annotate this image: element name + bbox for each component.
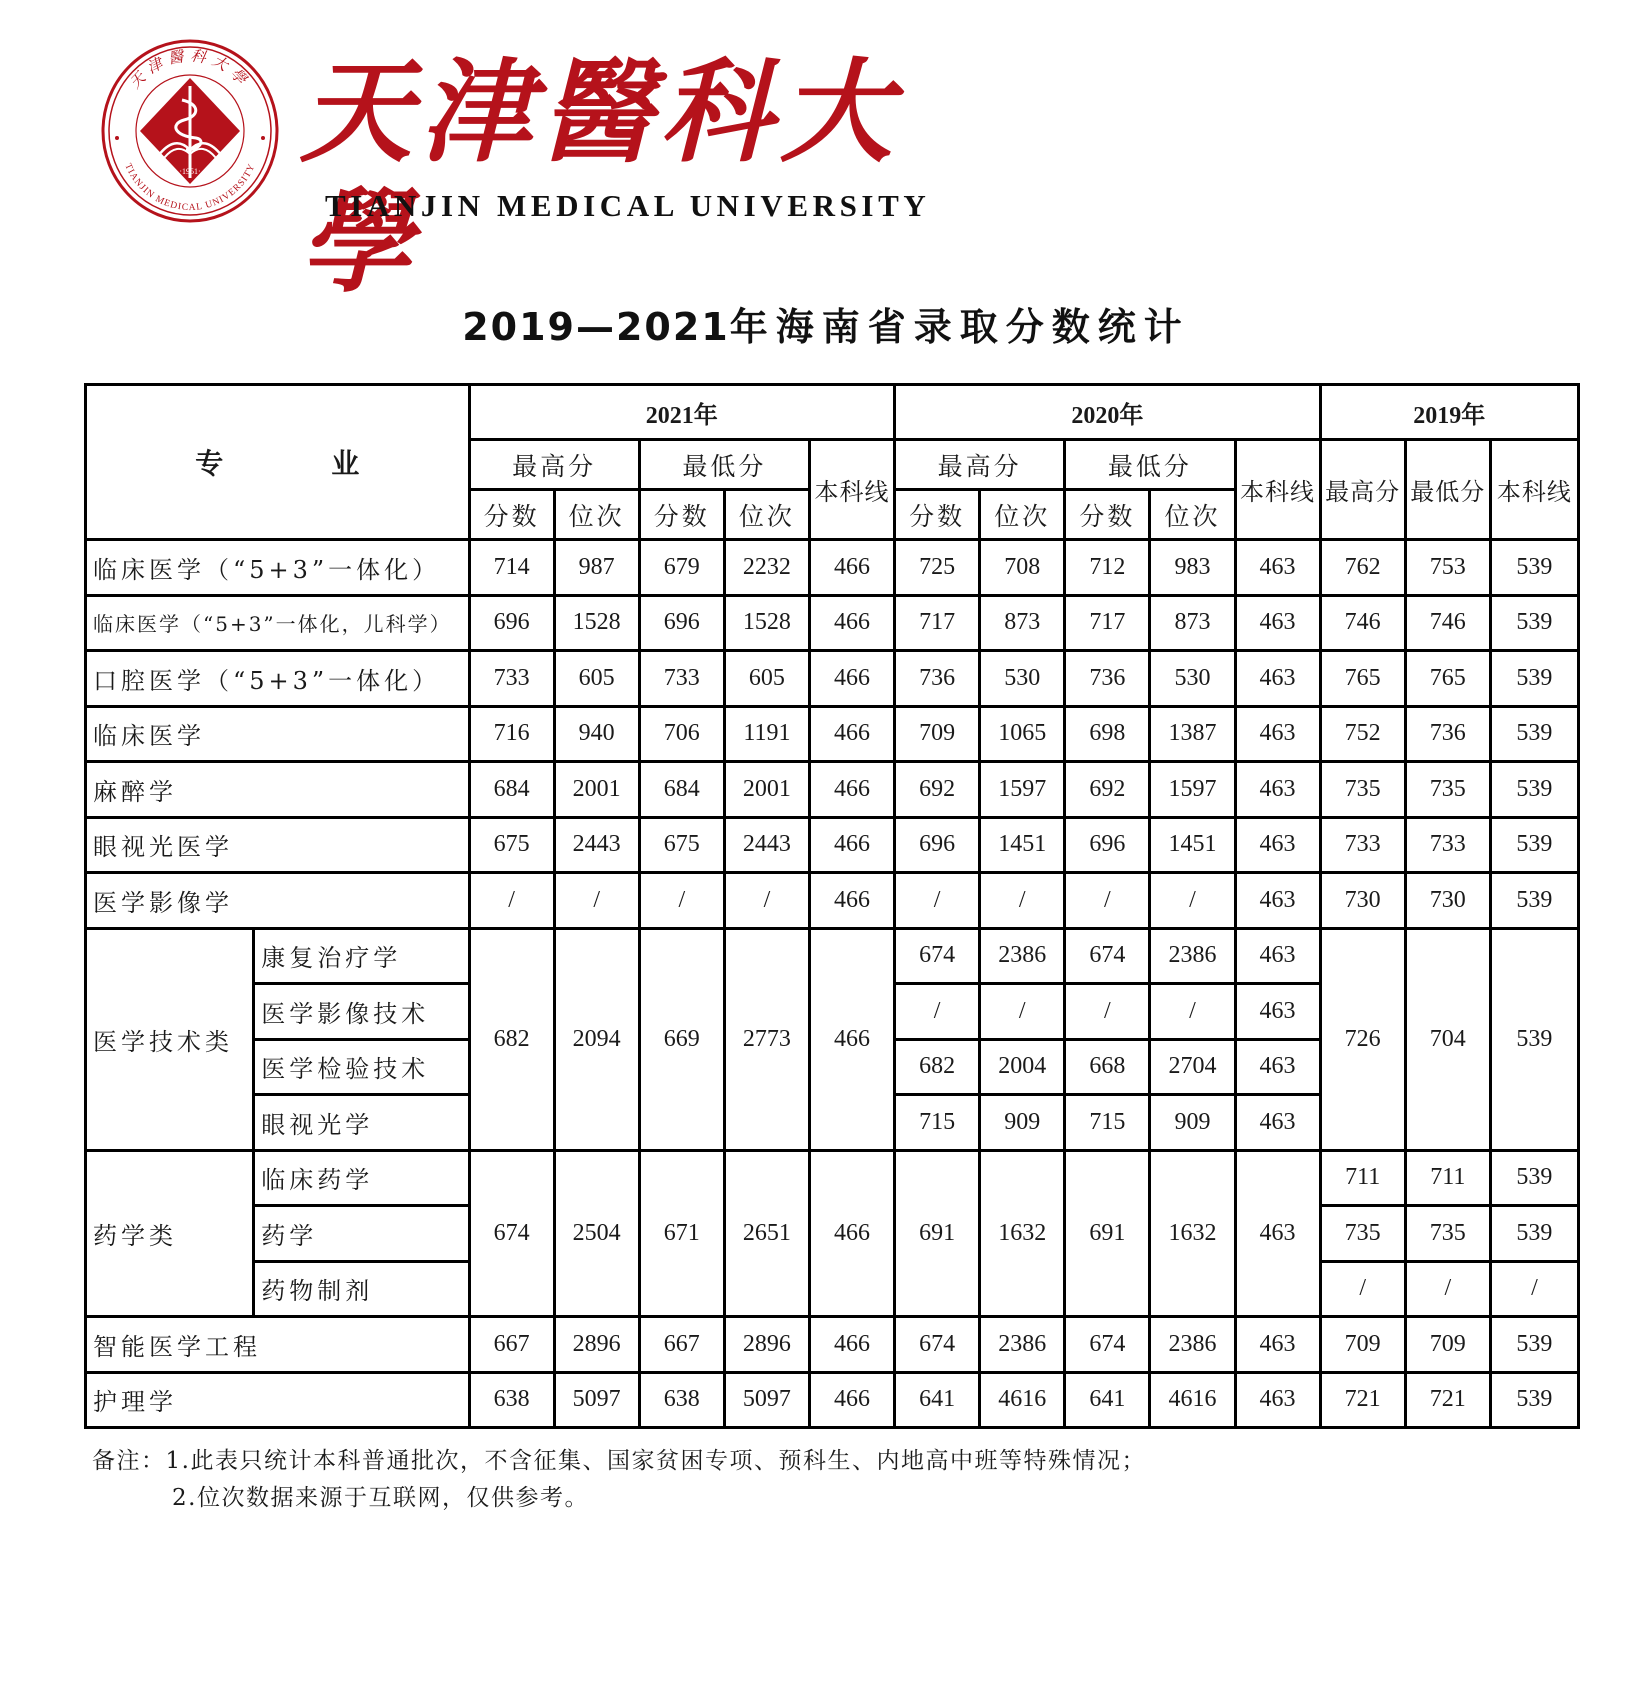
cell-2020-min-rank: 1451 [1150, 817, 1235, 873]
cell-2021-min-score: 638 [639, 1372, 724, 1428]
cell-2021-max-score: 716 [469, 706, 554, 762]
header-2019-baseline: 本科线 [1490, 440, 1578, 540]
title-years: 2019—2021 [462, 305, 730, 349]
cell-2021-min-rank: 605 [724, 651, 809, 707]
major-name: 临床医学（“5+3”一体化，儿科学） [86, 595, 470, 651]
major-name: 口腔医学（“5+3”一体化） [86, 651, 470, 707]
cell-2020-max-rank: 1632 [980, 1150, 1065, 1317]
cell-2019-min: / [1405, 1261, 1490, 1317]
cell-2020-baseline: 463 [1235, 928, 1320, 984]
cell-2019-max: 726 [1320, 928, 1405, 1150]
page-title [0, 296, 1652, 351]
cell-2021-baseline: 466 [809, 651, 894, 707]
sub-major-name: 药学 [254, 1206, 469, 1262]
cell-2019-min: 735 [1405, 1206, 1490, 1262]
header-2021-baseline: 本科线 [809, 440, 894, 540]
cell-2021-max-score: 675 [469, 817, 554, 873]
cell-2019-max: 735 [1320, 1206, 1405, 1262]
cell-2021-min-score: 671 [639, 1150, 724, 1317]
footnotes [92, 1443, 1146, 1517]
cell-2019-max: 752 [1320, 706, 1405, 762]
cell-2019-min: 730 [1405, 873, 1490, 929]
cell-2019-min: 709 [1405, 1317, 1490, 1373]
cell-2019-max: 735 [1320, 762, 1405, 818]
brand-name-chinese: 天津醫科大學 [300, 47, 900, 308]
cell-2019-max: 721 [1320, 1372, 1405, 1428]
cell-2021-min-rank: / [724, 873, 809, 929]
table-row [86, 1372, 1579, 1428]
cell-2020-baseline: 463 [1235, 1150, 1320, 1317]
cell-2020-min-rank: 1597 [1150, 762, 1235, 818]
cell-2020-min-rank: 1632 [1150, 1150, 1235, 1317]
cell-2021-baseline: 466 [809, 595, 894, 651]
cell-2020-max-rank: 708 [980, 540, 1065, 596]
cell-2021-min-rank: 2773 [724, 928, 809, 1150]
cell-2020-min-score: 641 [1065, 1372, 1150, 1428]
cell-2021-max-rank: 605 [554, 651, 639, 707]
cell-2020-max-rank: 2386 [980, 928, 1065, 984]
header-row-years [86, 385, 1579, 440]
cell-2021-min-rank: 2443 [724, 817, 809, 873]
cell-2020-min-score: 715 [1065, 1095, 1150, 1151]
header-major: 专 业 [86, 385, 470, 540]
cell-2021-min-rank: 1191 [724, 706, 809, 762]
cell-2021-baseline: 466 [809, 540, 894, 596]
cell-2021-max-rank: 1528 [554, 595, 639, 651]
cell-2021-max-score: 684 [469, 762, 554, 818]
cell-2020-min-score: 736 [1065, 651, 1150, 707]
cell-2020-max-score: 736 [895, 651, 980, 707]
cell-2021-baseline: 466 [809, 706, 894, 762]
cell-2021-max-rank: 940 [554, 706, 639, 762]
table-row [86, 817, 1579, 873]
admission-scores-table [84, 383, 1580, 1429]
cell-2021-max-score: 667 [469, 1317, 554, 1373]
cell-2021-max-rank: / [554, 873, 639, 929]
header-2020-min-rank: 位次 [1150, 490, 1235, 540]
svg-text:天津醫科大學: 天津醫科大學 [125, 46, 255, 93]
cell-2020-max-score: / [895, 984, 980, 1040]
cell-2021-max-score: 696 [469, 595, 554, 651]
cell-2020-max-score: 691 [895, 1150, 980, 1317]
cell-2020-min-rank: 2704 [1150, 1039, 1235, 1095]
cell-2021-min-score: / [639, 873, 724, 929]
cell-2019-baseline: 539 [1490, 651, 1578, 707]
cell-2020-baseline: 463 [1235, 651, 1320, 707]
university-header [100, 38, 980, 308]
cell-2021-max-score: 682 [469, 928, 554, 1150]
cell-2021-max-score: 714 [469, 540, 554, 596]
major-name: 临床医学 [86, 706, 470, 762]
header-2019-min: 最低分 [1405, 440, 1490, 540]
cell-2019-max: 762 [1320, 540, 1405, 596]
cell-2020-baseline: 463 [1235, 1039, 1320, 1095]
table-row [86, 1317, 1579, 1373]
cell-2021-max-rank: 2094 [554, 928, 639, 1150]
cell-2021-max-rank: 2504 [554, 1150, 639, 1317]
cell-2021-min-rank: 5097 [724, 1372, 809, 1428]
cell-2019-min: 765 [1405, 651, 1490, 707]
cell-2020-max-score: 674 [895, 928, 980, 984]
cell-2020-min-score: / [1065, 984, 1150, 1040]
cell-2019-baseline: 539 [1490, 540, 1578, 596]
table-row-group-medtech [86, 928, 1579, 984]
cell-2020-baseline: 463 [1235, 1317, 1320, 1373]
cell-2021-min-rank: 2001 [724, 762, 809, 818]
cell-2020-baseline: 463 [1235, 540, 1320, 596]
cell-2019-min: 721 [1405, 1372, 1490, 1428]
cell-2021-min-score: 696 [639, 595, 724, 651]
cell-2020-min-rank: 983 [1150, 540, 1235, 596]
cell-2020-min-rank: 2386 [1150, 928, 1235, 984]
header-2020-max: 最高分 [895, 440, 1065, 490]
cell-2020-max-rank: 873 [980, 595, 1065, 651]
cell-2019-min: 704 [1405, 928, 1490, 1150]
cell-2020-max-score: 725 [895, 540, 980, 596]
cell-2019-baseline: 539 [1490, 595, 1578, 651]
footnote-1: 备注：1.此表只统计本科普通批次，不含征集、国家贫困专项、预科生、内地高中班等特殊情况； [92, 1448, 1146, 1474]
header-2020-max-score: 分数 [895, 490, 980, 540]
table-row-group-pharmacy [86, 1150, 1579, 1206]
cell-2020-max-rank: / [980, 984, 1065, 1040]
header-year-2020: 2020年 [895, 385, 1321, 440]
cell-2019-max: 746 [1320, 595, 1405, 651]
sub-major-name: 康复治疗学 [254, 928, 469, 984]
cell-2020-baseline: 463 [1235, 1095, 1320, 1151]
cell-2021-max-rank: 987 [554, 540, 639, 596]
sub-major-name: 医学影像技术 [254, 984, 469, 1040]
sub-major-name: 眼视光学 [254, 1095, 469, 1151]
cell-2021-max-rank: 2896 [554, 1317, 639, 1373]
cell-2019-baseline: 539 [1490, 928, 1578, 1150]
cell-2020-min-score: 692 [1065, 762, 1150, 818]
cell-2019-min: 711 [1405, 1150, 1490, 1206]
cell-2019-min: 733 [1405, 817, 1490, 873]
cell-2019-min: 753 [1405, 540, 1490, 596]
cell-2020-max-score: 674 [895, 1317, 980, 1373]
cell-2020-max-score: 715 [895, 1095, 980, 1151]
header-2020-min-score: 分数 [1065, 490, 1150, 540]
header-2021-min: 最低分 [639, 440, 809, 490]
svg-text:·1951·: ·1951· [179, 167, 201, 176]
cell-2019-max: / [1320, 1261, 1405, 1317]
cell-2021-baseline: 466 [809, 1317, 894, 1373]
cell-2020-baseline: 463 [1235, 595, 1320, 651]
cell-2020-max-rank: 1597 [980, 762, 1065, 818]
cell-2020-min-score: / [1065, 873, 1150, 929]
cell-2020-min-score: 691 [1065, 1150, 1150, 1317]
cell-2020-min-score: 674 [1065, 1317, 1150, 1373]
university-seal-icon [100, 38, 280, 224]
cell-2019-max: 730 [1320, 873, 1405, 929]
cell-2021-min-score: 706 [639, 706, 724, 762]
cell-2019-max: 765 [1320, 651, 1405, 707]
cell-2020-max-rank: 530 [980, 651, 1065, 707]
cell-2020-max-score: 709 [895, 706, 980, 762]
header-2020-max-rank: 位次 [980, 490, 1065, 540]
major-name: 眼视光医学 [86, 817, 470, 873]
cell-2020-baseline: 463 [1235, 873, 1320, 929]
cell-2019-baseline: 539 [1490, 1317, 1578, 1373]
group-name: 医学技术类 [86, 928, 254, 1150]
header-2019-max: 最高分 [1320, 440, 1405, 540]
cell-2021-max-score: / [469, 873, 554, 929]
svg-text:TIANJIN MEDICAL UNIVERSITY: TIANJIN MEDICAL UNIVERSITY [122, 162, 258, 214]
header-2021-max-score: 分数 [469, 490, 554, 540]
cell-2020-min-score: 717 [1065, 595, 1150, 651]
cell-2020-min-rank: 4616 [1150, 1372, 1235, 1428]
cell-2021-max-score: 638 [469, 1372, 554, 1428]
table-row [86, 540, 1579, 596]
cell-2021-baseline: 466 [809, 817, 894, 873]
cell-2020-min-rank: 873 [1150, 595, 1235, 651]
cell-2021-baseline: 466 [809, 1150, 894, 1317]
cell-2021-min-score: 669 [639, 928, 724, 1150]
cell-2020-max-rank: / [980, 873, 1065, 929]
cell-2021-min-rank: 2896 [724, 1317, 809, 1373]
cell-2020-min-score: 698 [1065, 706, 1150, 762]
cell-2020-min-score: 674 [1065, 928, 1150, 984]
cell-2021-min-rank: 2232 [724, 540, 809, 596]
cell-2020-min-score: 668 [1065, 1039, 1150, 1095]
sub-major-name: 医学检验技术 [254, 1039, 469, 1095]
table-row [86, 595, 1579, 651]
cell-2021-min-score: 675 [639, 817, 724, 873]
cell-2021-baseline: 466 [809, 928, 894, 1150]
table-row [86, 706, 1579, 762]
cell-2020-min-rank: / [1150, 984, 1235, 1040]
cell-2019-min: 746 [1405, 595, 1490, 651]
cell-2020-max-score: / [895, 873, 980, 929]
major-name: 麻醉学 [86, 762, 470, 818]
cell-2020-max-rank: 1065 [980, 706, 1065, 762]
header-year-2019: 2019年 [1320, 385, 1578, 440]
major-name: 临床医学（“5+3”一体化） [86, 540, 470, 596]
cell-2020-baseline: 463 [1235, 817, 1320, 873]
cell-2020-max-score: 696 [895, 817, 980, 873]
header-2020-min: 最低分 [1065, 440, 1235, 490]
cell-2020-min-rank: / [1150, 873, 1235, 929]
table-row [86, 651, 1579, 707]
cell-2021-max-rank: 2443 [554, 817, 639, 873]
cell-2019-baseline: 539 [1490, 1150, 1578, 1206]
cell-2020-baseline: 463 [1235, 984, 1320, 1040]
title-text: 年海南省录取分数统计 [729, 305, 1190, 349]
cell-2020-baseline: 463 [1235, 706, 1320, 762]
cell-2020-max-rank: 909 [980, 1095, 1065, 1151]
brand-name-english: TIANJIN MEDICAL UNIVERSITY [325, 188, 931, 223]
major-name: 医学影像学 [86, 873, 470, 929]
cell-2019-baseline: 539 [1490, 873, 1578, 929]
cell-2021-min-score: 733 [639, 651, 724, 707]
cell-2019-min: 736 [1405, 706, 1490, 762]
cell-2020-max-rank: 2386 [980, 1317, 1065, 1373]
sub-major-name: 药物制剂 [254, 1261, 469, 1317]
cell-2020-min-rank: 1387 [1150, 706, 1235, 762]
table-row [86, 762, 1579, 818]
cell-2019-max: 709 [1320, 1317, 1405, 1373]
header-2021-min-rank: 位次 [724, 490, 809, 540]
cell-2020-baseline: 463 [1235, 762, 1320, 818]
header-year-2021: 2021年 [469, 385, 895, 440]
sub-major-name: 临床药学 [254, 1150, 469, 1206]
cell-2021-max-score: 674 [469, 1150, 554, 1317]
cell-2020-min-rank: 530 [1150, 651, 1235, 707]
cell-2020-min-score: 712 [1065, 540, 1150, 596]
cell-2020-max-score: 682 [895, 1039, 980, 1095]
header-2021-min-score: 分数 [639, 490, 724, 540]
table-row [86, 873, 1579, 929]
major-name: 护理学 [86, 1372, 470, 1428]
cell-2019-baseline: 539 [1490, 1372, 1578, 1428]
cell-2019-max: 733 [1320, 817, 1405, 873]
cell-2020-max-score: 641 [895, 1372, 980, 1428]
cell-2021-max-rank: 5097 [554, 1372, 639, 1428]
cell-2021-baseline: 466 [809, 762, 894, 818]
major-name: 智能医学工程 [86, 1317, 470, 1373]
cell-2020-min-rank: 2386 [1150, 1317, 1235, 1373]
cell-2019-min: 735 [1405, 762, 1490, 818]
cell-2019-baseline: 539 [1490, 817, 1578, 873]
cell-2019-baseline: / [1490, 1261, 1578, 1317]
footnote-2: 2.位次数据来源于互联网，仅供参考。 [172, 1485, 589, 1511]
cell-2020-max-rank: 4616 [980, 1372, 1065, 1428]
cell-2021-baseline: 466 [809, 873, 894, 929]
cell-2019-baseline: 539 [1490, 706, 1578, 762]
cell-2021-min-score: 679 [639, 540, 724, 596]
cell-2019-max: 711 [1320, 1150, 1405, 1206]
cell-2021-baseline: 466 [809, 1372, 894, 1428]
cell-2020-min-score: 696 [1065, 817, 1150, 873]
cell-2020-baseline: 463 [1235, 1372, 1320, 1428]
cell-2020-max-rank: 2004 [980, 1039, 1065, 1095]
cell-2019-baseline: 539 [1490, 762, 1578, 818]
cell-2020-max-score: 692 [895, 762, 980, 818]
header-2020-baseline: 本科线 [1235, 440, 1320, 540]
cell-2021-min-rank: 1528 [724, 595, 809, 651]
cell-2021-min-score: 684 [639, 762, 724, 818]
cell-2020-max-rank: 1451 [980, 817, 1065, 873]
cell-2021-max-rank: 2001 [554, 762, 639, 818]
cell-2021-min-score: 667 [639, 1317, 724, 1373]
cell-2021-min-rank: 2651 [724, 1150, 809, 1317]
cell-2020-max-score: 717 [895, 595, 980, 651]
header-2021-max: 最高分 [469, 440, 639, 490]
header-2021-max-rank: 位次 [554, 490, 639, 540]
group-name: 药学类 [86, 1150, 254, 1317]
admission-scores-table-container [84, 383, 1580, 1429]
cell-2021-max-score: 733 [469, 651, 554, 707]
cell-2019-baseline: 539 [1490, 1206, 1578, 1262]
cell-2020-min-rank: 909 [1150, 1095, 1235, 1151]
